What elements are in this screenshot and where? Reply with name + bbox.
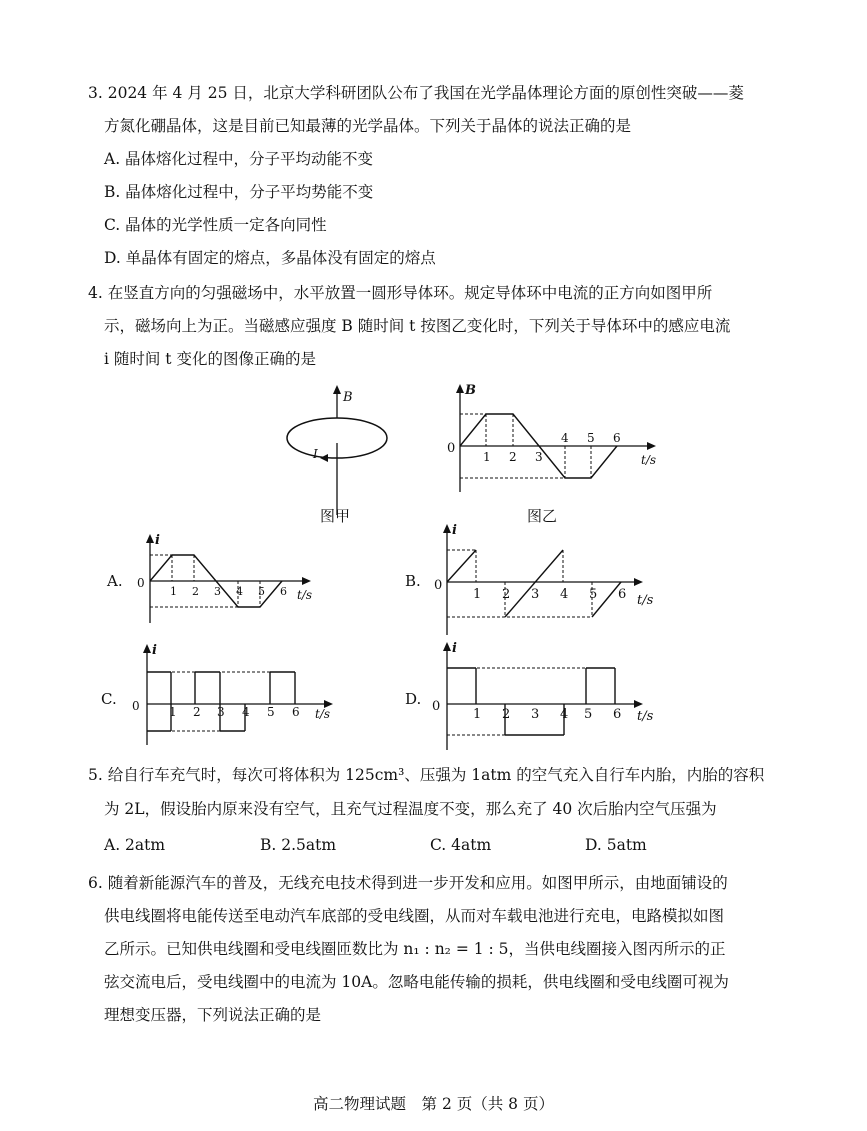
q4-option-a-graph — [130, 530, 330, 625]
svg-text:6: 6 — [613, 707, 622, 722]
q4-option-b-label: B. — [405, 572, 421, 590]
q4-option-d-label: D. — [405, 690, 422, 708]
q3-option-b: B. 晶体熔化过程中，分子平均势能不变 — [104, 183, 374, 201]
q3-option-a: A. 晶体熔化过程中，分子平均动能不变 — [104, 150, 374, 168]
q6-stem-line1: 6. 随着新能源汽车的普及，无线充电技术得到进一步开发和应用。如图甲所示，由地面铺设的 — [88, 874, 728, 892]
q4-stem-line2: 示，磁场向上为正。当磁感应强度 B 随时间 t 按图乙变化时，下列关于导体环中的感应电流 — [104, 317, 731, 335]
q6-stem-line5: 理想变压器，下列说法正确的是 — [104, 1006, 322, 1024]
page-footer: 高二物理试题 第 2 页（共 8 页） — [313, 1095, 554, 1113]
svg-text:1: 1 — [473, 707, 482, 722]
svg-text:5: 5 — [584, 707, 593, 722]
svg-text:3: 3 — [217, 705, 225, 719]
q5-option-c: C. 4atm — [430, 836, 492, 854]
svg-text:6: 6 — [292, 705, 300, 719]
q4-option-c-label: C. — [101, 690, 117, 708]
svg-text:0: 0 — [137, 576, 145, 590]
svg-text:1: 1 — [169, 705, 177, 719]
q3-option-d: D. 单晶体有固定的熔点，多晶体没有固定的熔点 — [104, 249, 436, 267]
svg-text:4: 4 — [560, 587, 569, 602]
svg-text:6: 6 — [280, 585, 287, 598]
svg-text:2: 2 — [502, 587, 511, 602]
svg-text:4: 4 — [560, 707, 569, 722]
svg-text:t/s: t/s — [297, 588, 313, 602]
svg-text:5: 5 — [267, 705, 275, 719]
svg-text:6: 6 — [618, 587, 627, 602]
label-b: B — [343, 390, 353, 405]
svg-text:5: 5 — [587, 431, 595, 445]
svg-text:i: i — [155, 533, 160, 548]
svg-text:1: 1 — [473, 587, 482, 602]
svg-text:0: 0 — [432, 699, 441, 714]
q5-stem-line2: 为 2L，假设胎内原来没有空气，且充气过程温度不变，那么充了 40 次后胎内空气压强为 — [104, 800, 717, 818]
svg-text:3: 3 — [535, 450, 543, 464]
svg-text:i: i — [152, 643, 157, 658]
svg-text:4: 4 — [242, 705, 250, 719]
q4-option-a-label: A. — [107, 572, 123, 590]
q5-stem-line1: 5. 给自行车充气时，每次可将体积为 125cm³、压强为 1atm 的空气充入自行车内胎，内胎的容积 — [88, 766, 765, 784]
q4-stem-line1: 4. 在竖直方向的匀强磁场中，水平放置一圆形导体环。规定导体环中电流的正方向如图甲所 — [88, 284, 713, 302]
q4-option-b-graph — [427, 520, 667, 640]
svg-text:5: 5 — [589, 587, 598, 602]
q6-stem-line2: 供电线圈将电能传送至电动汽车底部的受电线圈，从而对车载电池进行充电，电路模拟如图 — [104, 907, 725, 925]
svg-text:4: 4 — [561, 431, 569, 445]
q5-option-a: A. 2atm — [104, 836, 166, 854]
svg-text:t/s: t/s — [637, 709, 654, 724]
q3-stem-line1: 3. 2024 年 4 月 25 日，北京大学科研团队公布了我国在光学晶体理论方面的原创性突破——菱 — [88, 84, 744, 102]
fig-jia-caption: 图甲 — [320, 507, 351, 525]
svg-text:3: 3 — [531, 707, 540, 722]
q4-option-c-graph — [127, 640, 347, 750]
svg-text:6: 6 — [613, 431, 621, 445]
svg-text:B: B — [465, 383, 476, 398]
svg-text:4: 4 — [236, 585, 243, 598]
q6-stem-line4: 弦交流电后，受电线圈中的电流为 10A。忽略电能传输的损耗，供电线圈和受电线圈可视为 — [104, 973, 729, 991]
q4-stem-line3: i 随时间 t 变化的图像正确的是 — [104, 350, 316, 368]
figure-yi-b-t-graph — [440, 380, 680, 500]
q5-option-d: D. 5atm — [585, 836, 647, 854]
fig-yi-caption: 图乙 — [527, 507, 558, 525]
label-current-i: I — [313, 447, 318, 461]
svg-text:t/s: t/s — [641, 453, 657, 467]
svg-text:0: 0 — [434, 578, 443, 593]
svg-text:3: 3 — [214, 585, 221, 598]
svg-text:5: 5 — [258, 585, 265, 598]
svg-text:t/s: t/s — [637, 593, 654, 608]
svg-text:t/s: t/s — [315, 707, 331, 721]
figure-jia-ring — [280, 385, 400, 520]
q5-option-b: B. 2.5atm — [260, 836, 337, 854]
svg-text:1: 1 — [483, 450, 491, 464]
svg-text:2: 2 — [509, 450, 517, 464]
svg-text:i: i — [452, 641, 457, 656]
svg-text:2: 2 — [193, 705, 201, 719]
svg-text:0: 0 — [132, 699, 140, 713]
q6-stem-line3: 乙所示。已知供电线圈和受电线圈匝数比为 n₁ : n₂ = 1 : 5，当供电线圈接入图丙所示的正 — [104, 940, 726, 958]
q4-option-d-graph — [427, 638, 667, 753]
q3-stem-line2: 方氮化硼晶体，这是目前已知最薄的光学晶体。下列关于晶体的说法正确的是 — [104, 117, 632, 135]
q3-option-c: C. 晶体的光学性质一定各向同性 — [104, 216, 327, 234]
svg-text:2: 2 — [502, 707, 511, 722]
svg-text:2: 2 — [192, 585, 199, 598]
svg-text:i: i — [452, 523, 457, 538]
svg-text:1: 1 — [170, 585, 177, 598]
svg-text:0: 0 — [447, 441, 456, 456]
svg-text:3: 3 — [531, 587, 540, 602]
